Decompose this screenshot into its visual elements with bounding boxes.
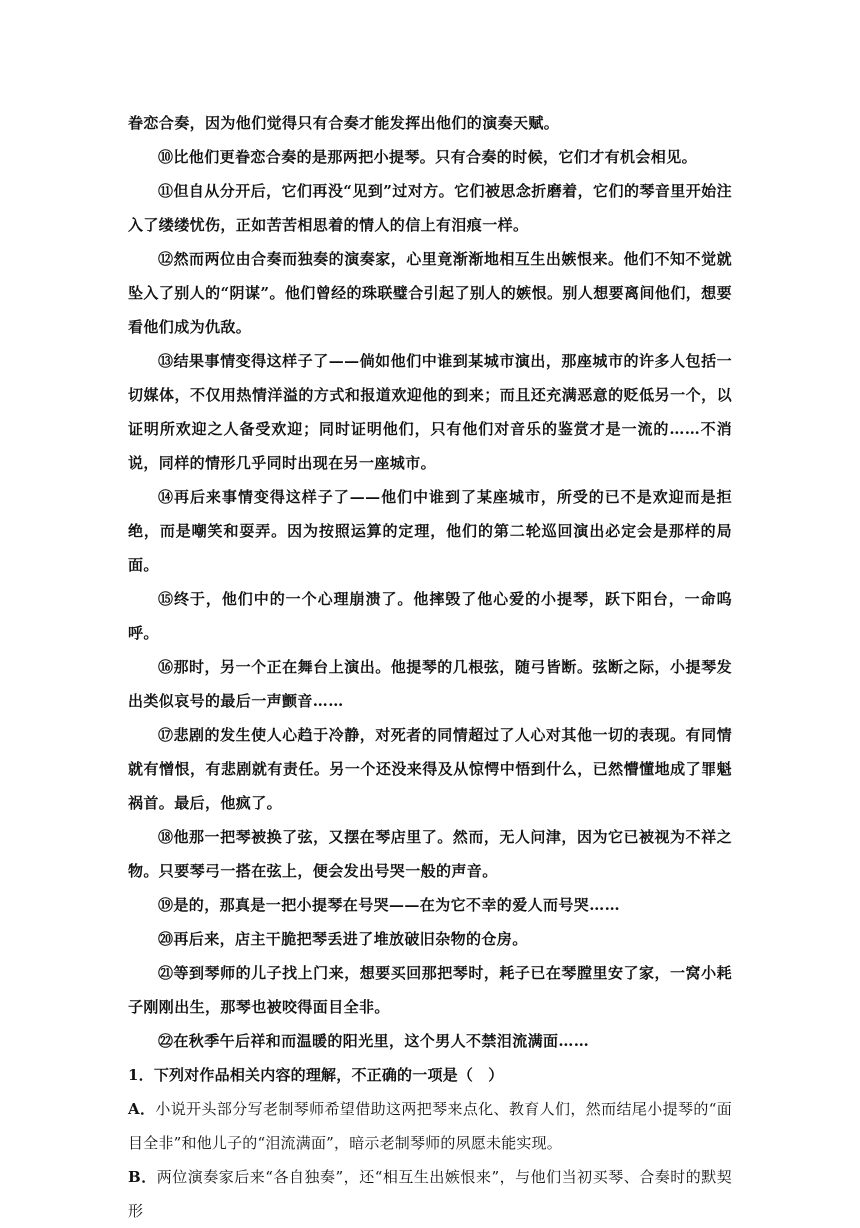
question-option-b (128, 1160, 732, 1228)
option-b-label: B． (128, 1168, 157, 1186)
paragraph-20: ⑳再后来，店主干脆把琴丢进了堆放破旧杂物的仓房。 (158, 930, 528, 948)
question-option-a (128, 1092, 732, 1160)
passage-content (128, 106, 732, 1228)
paragraph-15: ⑮终于，他们中的一个心理崩溃了。他摔毁了他心爱的小提琴，跃下阳台，一命呜呼。 (128, 590, 732, 642)
paragraph-22: ㉒在秋季午后祥和而温暖的阳光里，这个男人不禁泪流满面…… (158, 1032, 590, 1050)
paragraph-10: ⑩比他们更眷恋合奏的是那两把小提琴。只有合奏的时候，它们才有机会相见。 (158, 148, 698, 166)
paragraph-14: ⑭再后来事情变得这样子了——他们中谁到了某座城市，所受的已不是欢迎而是拒绝，而是嘲笑和耍弄。因为按照运算的定理，他们的第二轮巡回演出必定会是那样的局面。 (128, 488, 732, 574)
paragraph-13: ⑬结果事情变得这样子了——倘如他们中谁到某城市演出，那座城市的许多人包括一切媒体，不仅用热情洋溢的方式和报道欢迎他的到来；而且还充满恶意的贬低另一个，以证明所欢迎之人备受欢迎；同时证明他们，只有他们对音乐的鉴赏才是一流的……不消说，同样的情形几乎同时出现在另一座城市。 (128, 352, 732, 472)
paragraph-16: ⑯那时，另一个正在舞台上演出。他提琴的几根弦，随弓皆断。弦断之际，小提琴发出类似哀号的最后一声颤音…… (128, 658, 732, 710)
paragraph-11: ⑪但自从分开后，它们再没“见到”过对方。它们被思念折磨着，它们的琴音里开始注入了缕缕忧伤，正如苦苦相思着的情人的信上有泪痕一样。 (128, 182, 732, 234)
option-a-text: 小说开头部分写老制琴师希望借助这两把琴来点化、教育人们，然而结尾小提琴的“面目全非”和他儿子的“泪流满面”，暗示老制琴师的夙愿未能实现。 (128, 1100, 732, 1152)
option-b-text: 两位演奏家后来“各自独奏”，还“相互生出嫉恨来”，与他们当初买琴、合奏时的默契形 (128, 1168, 732, 1220)
passage-lead-line: 眷恋合奏，因为他们觉得只有合奏才能发挥出他们的演奏天赋。 (128, 114, 560, 132)
paragraph-12: ⑫然而两位由合奏而独奏的演奏家，心里竟渐渐地相互生出嫉恨来。他们不知不觉就坠入了别人的“阴谋”。他们曾经的珠联璧合引起了别人的嫉恨。别人想要离间他们，想要看他们成为仇敌。 (128, 250, 732, 336)
paragraph-21: ㉑等到琴师的儿子找上门来，想要买回那把琴时，耗子已在琴膛里安了家，一窝小耗子刚刚出生，那琴也被咬得面目全非。 (128, 964, 732, 1016)
paragraph-17: ⑰悲剧的发生使人心趋于冷静，对死者的同情超过了人心对其他一切的表现。有同情就有憎恨，有悲剧就有责任。另一个还没来得及从惊愕中悟到什么，已然懵懂地成了罪魁祸首。最后，他疯了。 (128, 726, 732, 812)
paragraph-18: ⑱他那一把琴被换了弦，又摆在琴店里了。然而，无人问津，因为它已被视为不祥之物。只要琴弓一搭在弦上，便会发出号哭一般的声音。 (128, 828, 732, 880)
question-stem: 1．下列对作品相关内容的理解，不正确的一项是（ ） (128, 1066, 504, 1084)
option-a-label: A． (128, 1100, 156, 1118)
paragraph-19: ⑲是的，那真是一把小提琴在号哭——在为它不幸的爱人而号哭…… (158, 896, 621, 914)
